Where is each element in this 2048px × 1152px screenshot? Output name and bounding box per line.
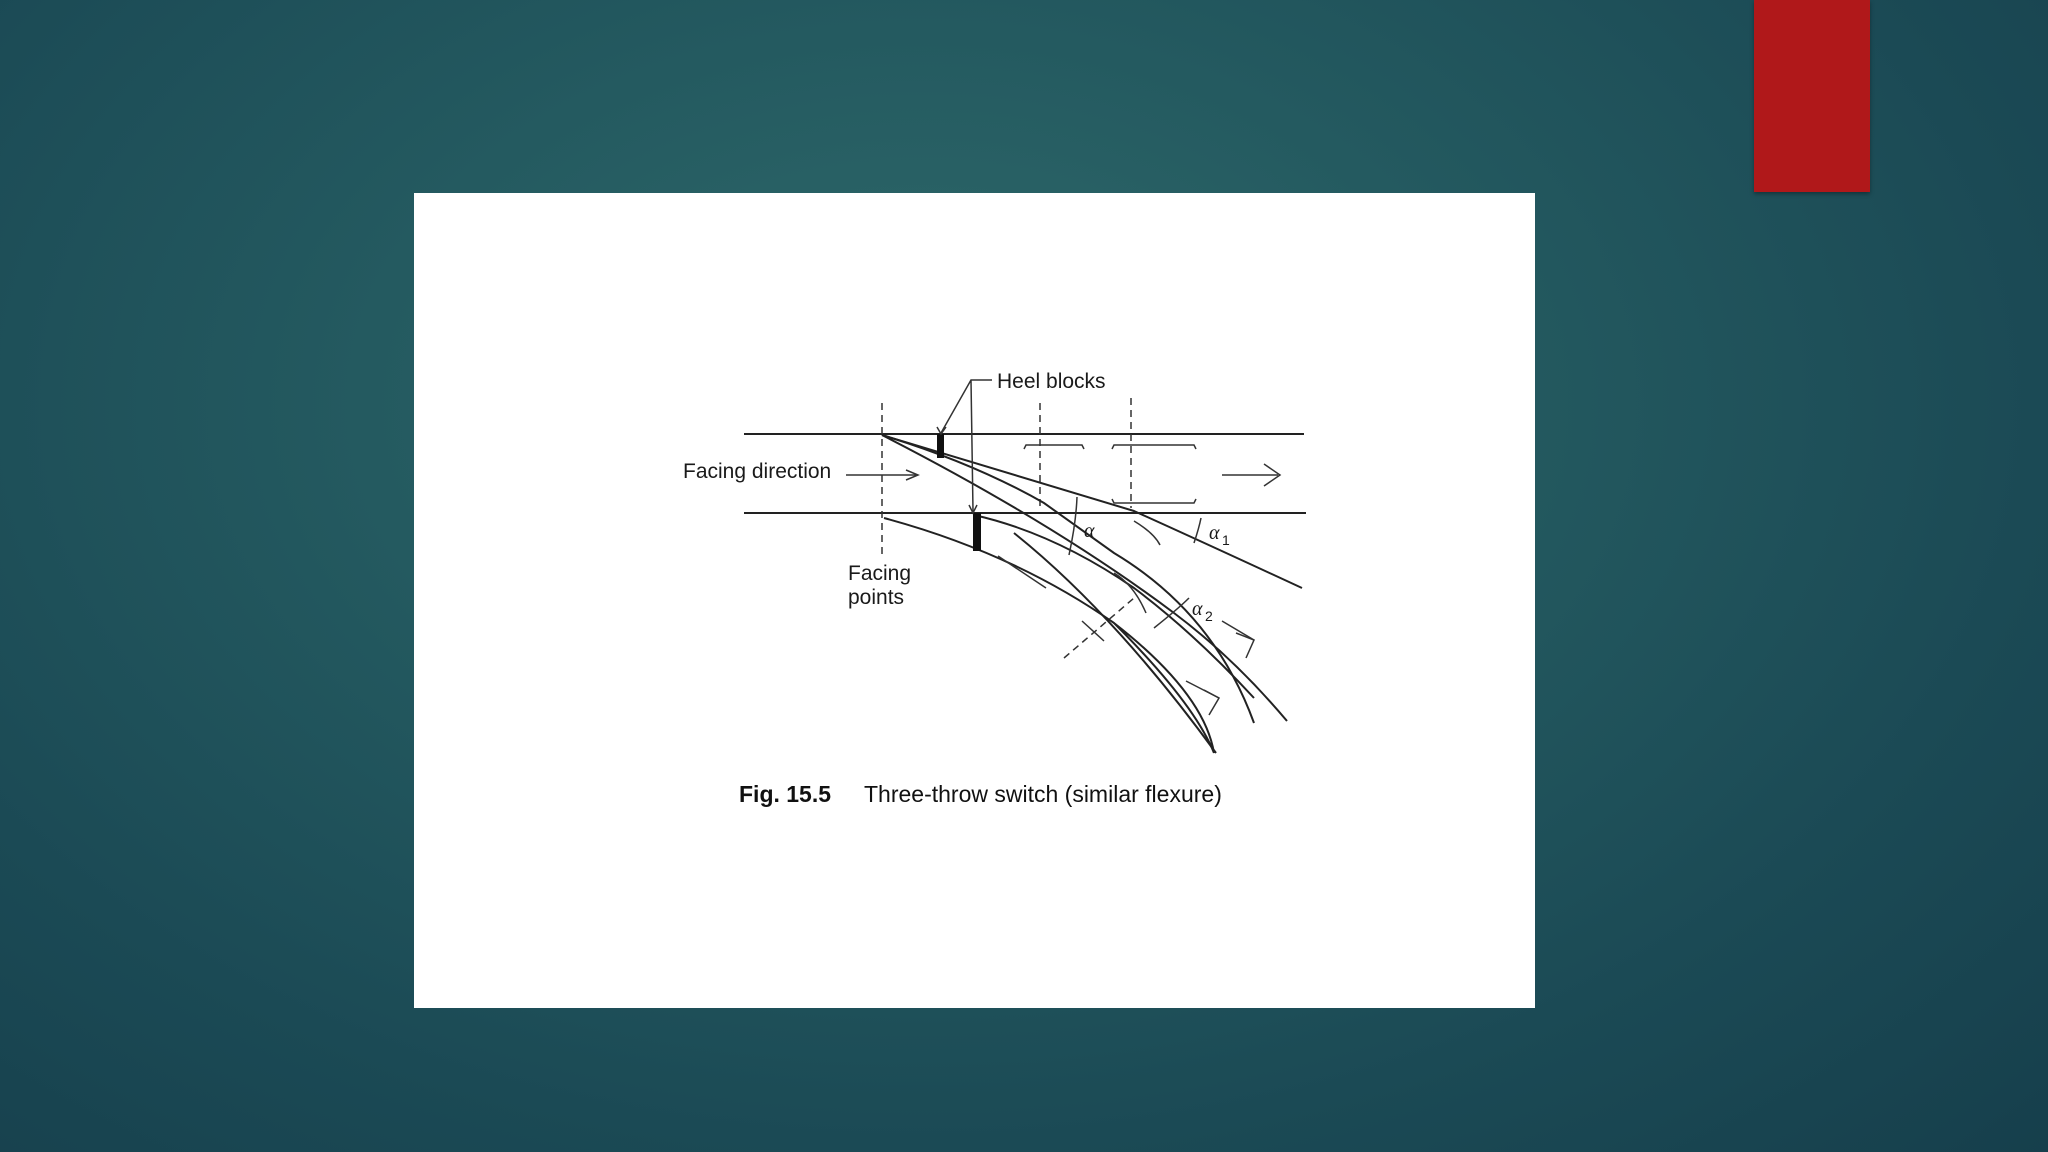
figure-caption: Three-throw switch (similar flexure) <box>864 781 1222 807</box>
heel-blocks-leader <box>941 380 992 511</box>
alpha-label: α <box>1084 520 1095 542</box>
facing-direction-label: Facing direction <box>683 460 832 483</box>
diverging-arrow-1 <box>1236 633 1254 658</box>
dashed-cross-line <box>1064 598 1134 658</box>
lower-tick-1 <box>998 556 1046 588</box>
diverging-rail-outer <box>884 518 1214 753</box>
facing-points-label-line1: Facing <box>848 562 912 585</box>
heel-blocks-arrow-1 <box>937 427 946 434</box>
cross-tick <box>1082 621 1104 641</box>
blade-upper <box>882 435 1302 588</box>
heel-blocks-label: Heel blocks <box>997 370 1106 393</box>
alpha2-label: α <box>1192 598 1203 620</box>
blade-middle <box>882 435 1287 721</box>
alpha2-subscript: 2 <box>1205 608 1213 624</box>
facing-points-label-line2: points <box>848 586 905 609</box>
three-throw-switch-diagram <box>414 193 1535 1008</box>
heel-block-1 <box>937 434 944 458</box>
rail-bracket-1 <box>1024 445 1084 449</box>
alpha1-label: α <box>1209 522 1220 544</box>
figure-number: Fig. 15.5 <box>739 781 832 807</box>
heel-block-2 <box>973 513 981 551</box>
blade-lower <box>882 435 1254 723</box>
accent-tab <box>1754 0 1870 192</box>
diverging-arrow-1-shaft <box>1222 621 1254 640</box>
lower-rail-end <box>1014 533 1216 753</box>
figure-card <box>414 193 1535 1008</box>
rail-bracket-3 <box>1112 499 1196 503</box>
flexure-hook-1 <box>1134 521 1160 545</box>
rail-bracket-2 <box>1112 445 1196 449</box>
diverging-arrow-2-shaft <box>1186 681 1219 698</box>
alpha1-subscript: 1 <box>1222 532 1230 548</box>
